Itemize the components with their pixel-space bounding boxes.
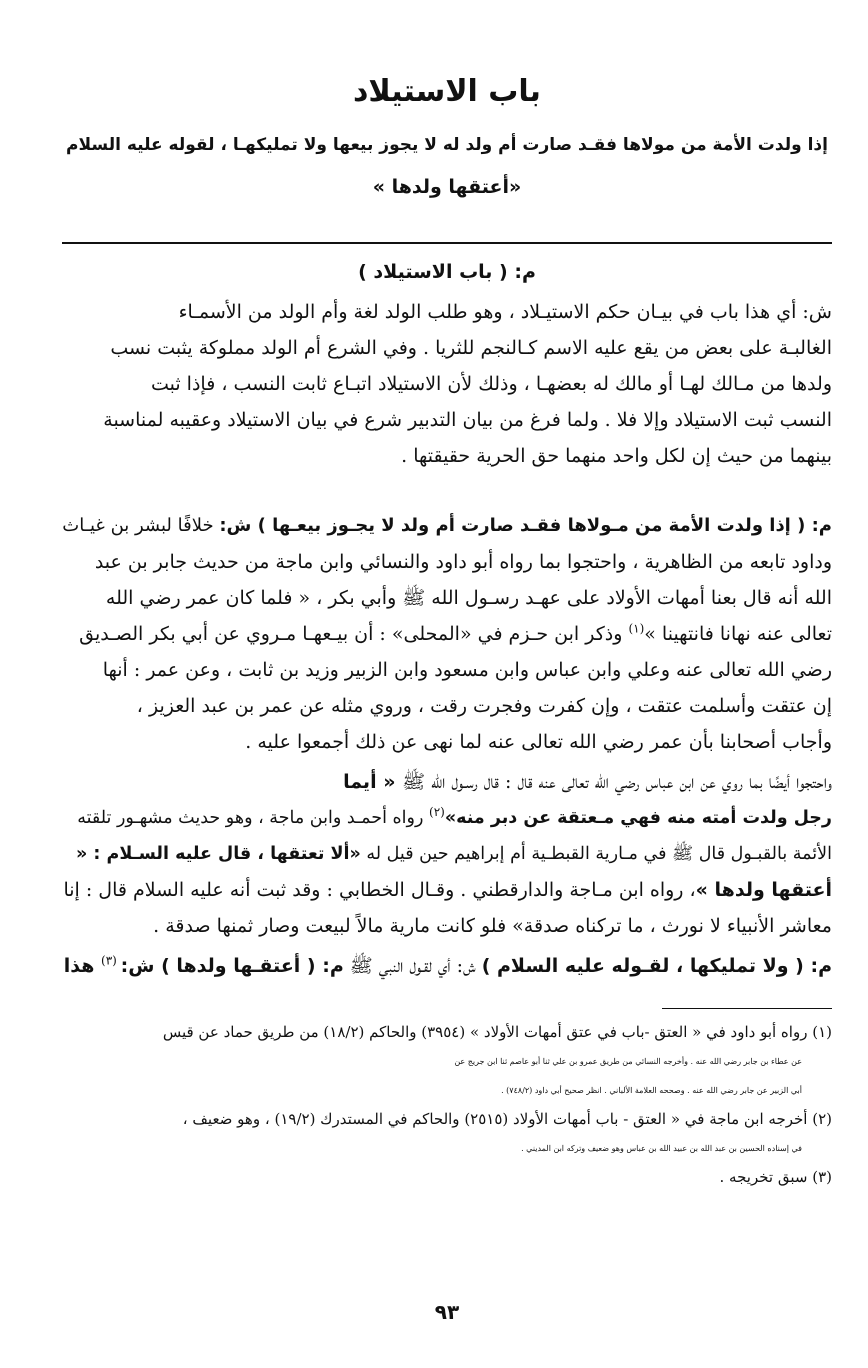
text-line: وأجاب أصحابنا بأن عمر رضي الله تعالى عنه لما نهى عن ذلك أجمعوا عليه . bbox=[245, 731, 832, 753]
text-line: إن عتقت وأسلمت عتقت ، وإن كفرت وفجرت رقت ، وروي مثله عن عمر بن عبد العزيز ، bbox=[136, 695, 832, 717]
text-run: تعالى عنه نهانا فانتهينا » bbox=[644, 623, 832, 645]
text-line: معاشر الأنبياء لا نورث ، ما تركناه صدقة» فلو كانت مارية مالاً لبيعت وصار ثمنها صدقة . bbox=[153, 915, 832, 937]
commentary-paragraph-4 bbox=[62, 948, 832, 984]
book-page bbox=[62, 0, 832, 1368]
text-line bbox=[62, 800, 832, 836]
footnotes bbox=[62, 1018, 832, 1192]
commentary-paragraph-1 bbox=[62, 294, 832, 474]
matn-text bbox=[62, 124, 832, 208]
footnote-3: (٣) سبق تخريجه . bbox=[719, 1168, 832, 1186]
text-run: الأئمة بالقبـول قال ﷺ في مـارية القبطـية أم إبراهيم حين قيل له bbox=[360, 844, 832, 864]
hadith-quote: «ألا تعتقها ، قال عليه السـلام : « bbox=[76, 844, 361, 864]
footnote-separator bbox=[662, 1008, 832, 1009]
text-run: هذا bbox=[63, 955, 101, 977]
matn-quote: م: ( إذا ولدت الأمة من مـولاها فقـد صارت أم ولد لا يجـوز بيعـها ) ش: bbox=[219, 515, 832, 536]
text-line bbox=[62, 872, 832, 908]
hadith-quote: رجل ولدت أمته منه فهي مـعتقة عن دبر منه» bbox=[444, 808, 832, 828]
text-line bbox=[62, 836, 832, 872]
footnote-1: (١) رواه أبو داود في « العتق -باب في عتق أمهات الأولاد » (٣٩٥٤) والحاكم (١٨/٢) من طريق حماد عن قيس bbox=[162, 1023, 832, 1041]
hadith-quote: أعتقها ولدها » bbox=[695, 879, 832, 901]
text-run: واحتجوا أيضًا بما روي عن ابن عباس رضي الله تعالى عنه قال : قال رسـول الله ﷺ bbox=[402, 771, 832, 793]
text-line: الغالبـة على بعض من يقع عليه الاسم كـالنجم للثريا . وفي الشرع أم الولد مملوكة يثبت نسب bbox=[110, 337, 832, 359]
footnote-1-line: عن عطاء بن جابر رضي الله عنه . وأخرجه النسائي من طريق عمرو بن علي ثنا أبو عاصم ثنا ابن جريج عن bbox=[454, 1057, 802, 1066]
footnote-ref-3[interactable]: (٣) bbox=[101, 953, 121, 968]
text-run: رواه أحمـد وابن ماجة ، وهو حديث مشهـور تلقته bbox=[77, 808, 429, 828]
text-line bbox=[62, 948, 832, 984]
footnote-1-line: أبي الزبير عن جابر رضي الله عنه . وصححه العلامة الألباني . انظر صحيح أبي داود (٧٤٨/٢) . bbox=[501, 1086, 802, 1095]
text-line: ش: أي هذا باب في بيـان حكم الاستيـلاد ، وهو طلب الولد لغة وأم الولد من الأسمـاء bbox=[178, 301, 832, 323]
text-run: خلافًا لبشر بن غيـاث bbox=[62, 515, 220, 536]
footnote-2: (٢) أخرجه ابن ماجة في « العتق - باب أمهات الأولاد (٢٥١٥) والحاكم في المستدرك (١٩/٢) ، وهو ضعيف ، bbox=[182, 1110, 832, 1128]
text-line: وداود تابعه من الظاهرية ، واحتجوا بما رواه أبو داود والنسائي وابن ماجة من حديث جابر بن عبد bbox=[94, 551, 832, 573]
commentary-paragraph-3 bbox=[62, 764, 832, 944]
footnote-ref-1[interactable]: (١) bbox=[628, 621, 645, 636]
matn-quote: م: ( أعتقـها ولدها ) ش: bbox=[120, 955, 344, 977]
footnote-2-line: في إسناده الحسين بن عبد الله بن عبيد الله بن عباس وهو ضعيف وتركه ابن المديني . bbox=[521, 1144, 802, 1153]
text-line: رضي الله تعالى عنه وعلي وابن عباس وابن مسعود وابن الزبير وزيد بن ثابت ، وعن عمر : أنها bbox=[102, 659, 832, 681]
text-line: النسب ثبت الاستيلاد وإلا فلا . ولما فرغ من بيان التدبير شرع في بيان الاستيلاد وعقيبه لمناسبة bbox=[103, 409, 832, 431]
text-line bbox=[62, 616, 832, 652]
chapter-title: باب الاستيلاد bbox=[353, 74, 541, 109]
text-line: الله أنه قال بعنا أمهات الأولاد على عهـد رسـول الله ﷺ وأبي بكر ، « فلما كان عمر رضي الله bbox=[105, 587, 832, 609]
matn-quote: م: ( ولا تمليكها ، لقـوله عليه السلام ) bbox=[481, 955, 832, 977]
section-divider bbox=[62, 242, 832, 244]
text-line: بينهما من حيث إن لكل واحد منهما حق الحرية حقيقتها . bbox=[401, 445, 832, 467]
text-line: ولدها من مـالك لهـا أو مالك له بعضهـا ، وذلك لأن الاستيلاد اتبـاع ثابت النسب ، فإذا ثبت bbox=[150, 373, 832, 395]
text-run: وذكر ابن حـزم في «المحلى» : أن بيـعهـا مـروي عن أبي بكر الصـديق bbox=[79, 623, 629, 645]
footnote-ref-2[interactable]: (٢) bbox=[429, 805, 445, 820]
matn-quote-label: م: ( باب الاستيلاد ) bbox=[358, 261, 536, 283]
matn-line: «أعتقها ولدها » bbox=[372, 176, 522, 198]
text-line bbox=[62, 508, 832, 544]
hadith-quote: « أيما bbox=[343, 771, 403, 793]
page-number: ٩٣ bbox=[434, 1300, 460, 1324]
text-run: ، رواه ابن مـاجة والدارقطني . وقـال الخطابي : وقد ثبت أنه عليه السلام قال : إنا bbox=[63, 879, 696, 901]
commentary-paragraph-2 bbox=[62, 508, 832, 760]
text-run: ش: أي لقـول النبي ﷺ bbox=[343, 955, 482, 977]
matn-line: إذا ولدت الأمة من مولاها فقـد صارت أم ولد له لا يجوز بيعها ولا تمليكهـا ، لقوله عليه السلام bbox=[66, 135, 828, 155]
text-line bbox=[62, 764, 832, 800]
